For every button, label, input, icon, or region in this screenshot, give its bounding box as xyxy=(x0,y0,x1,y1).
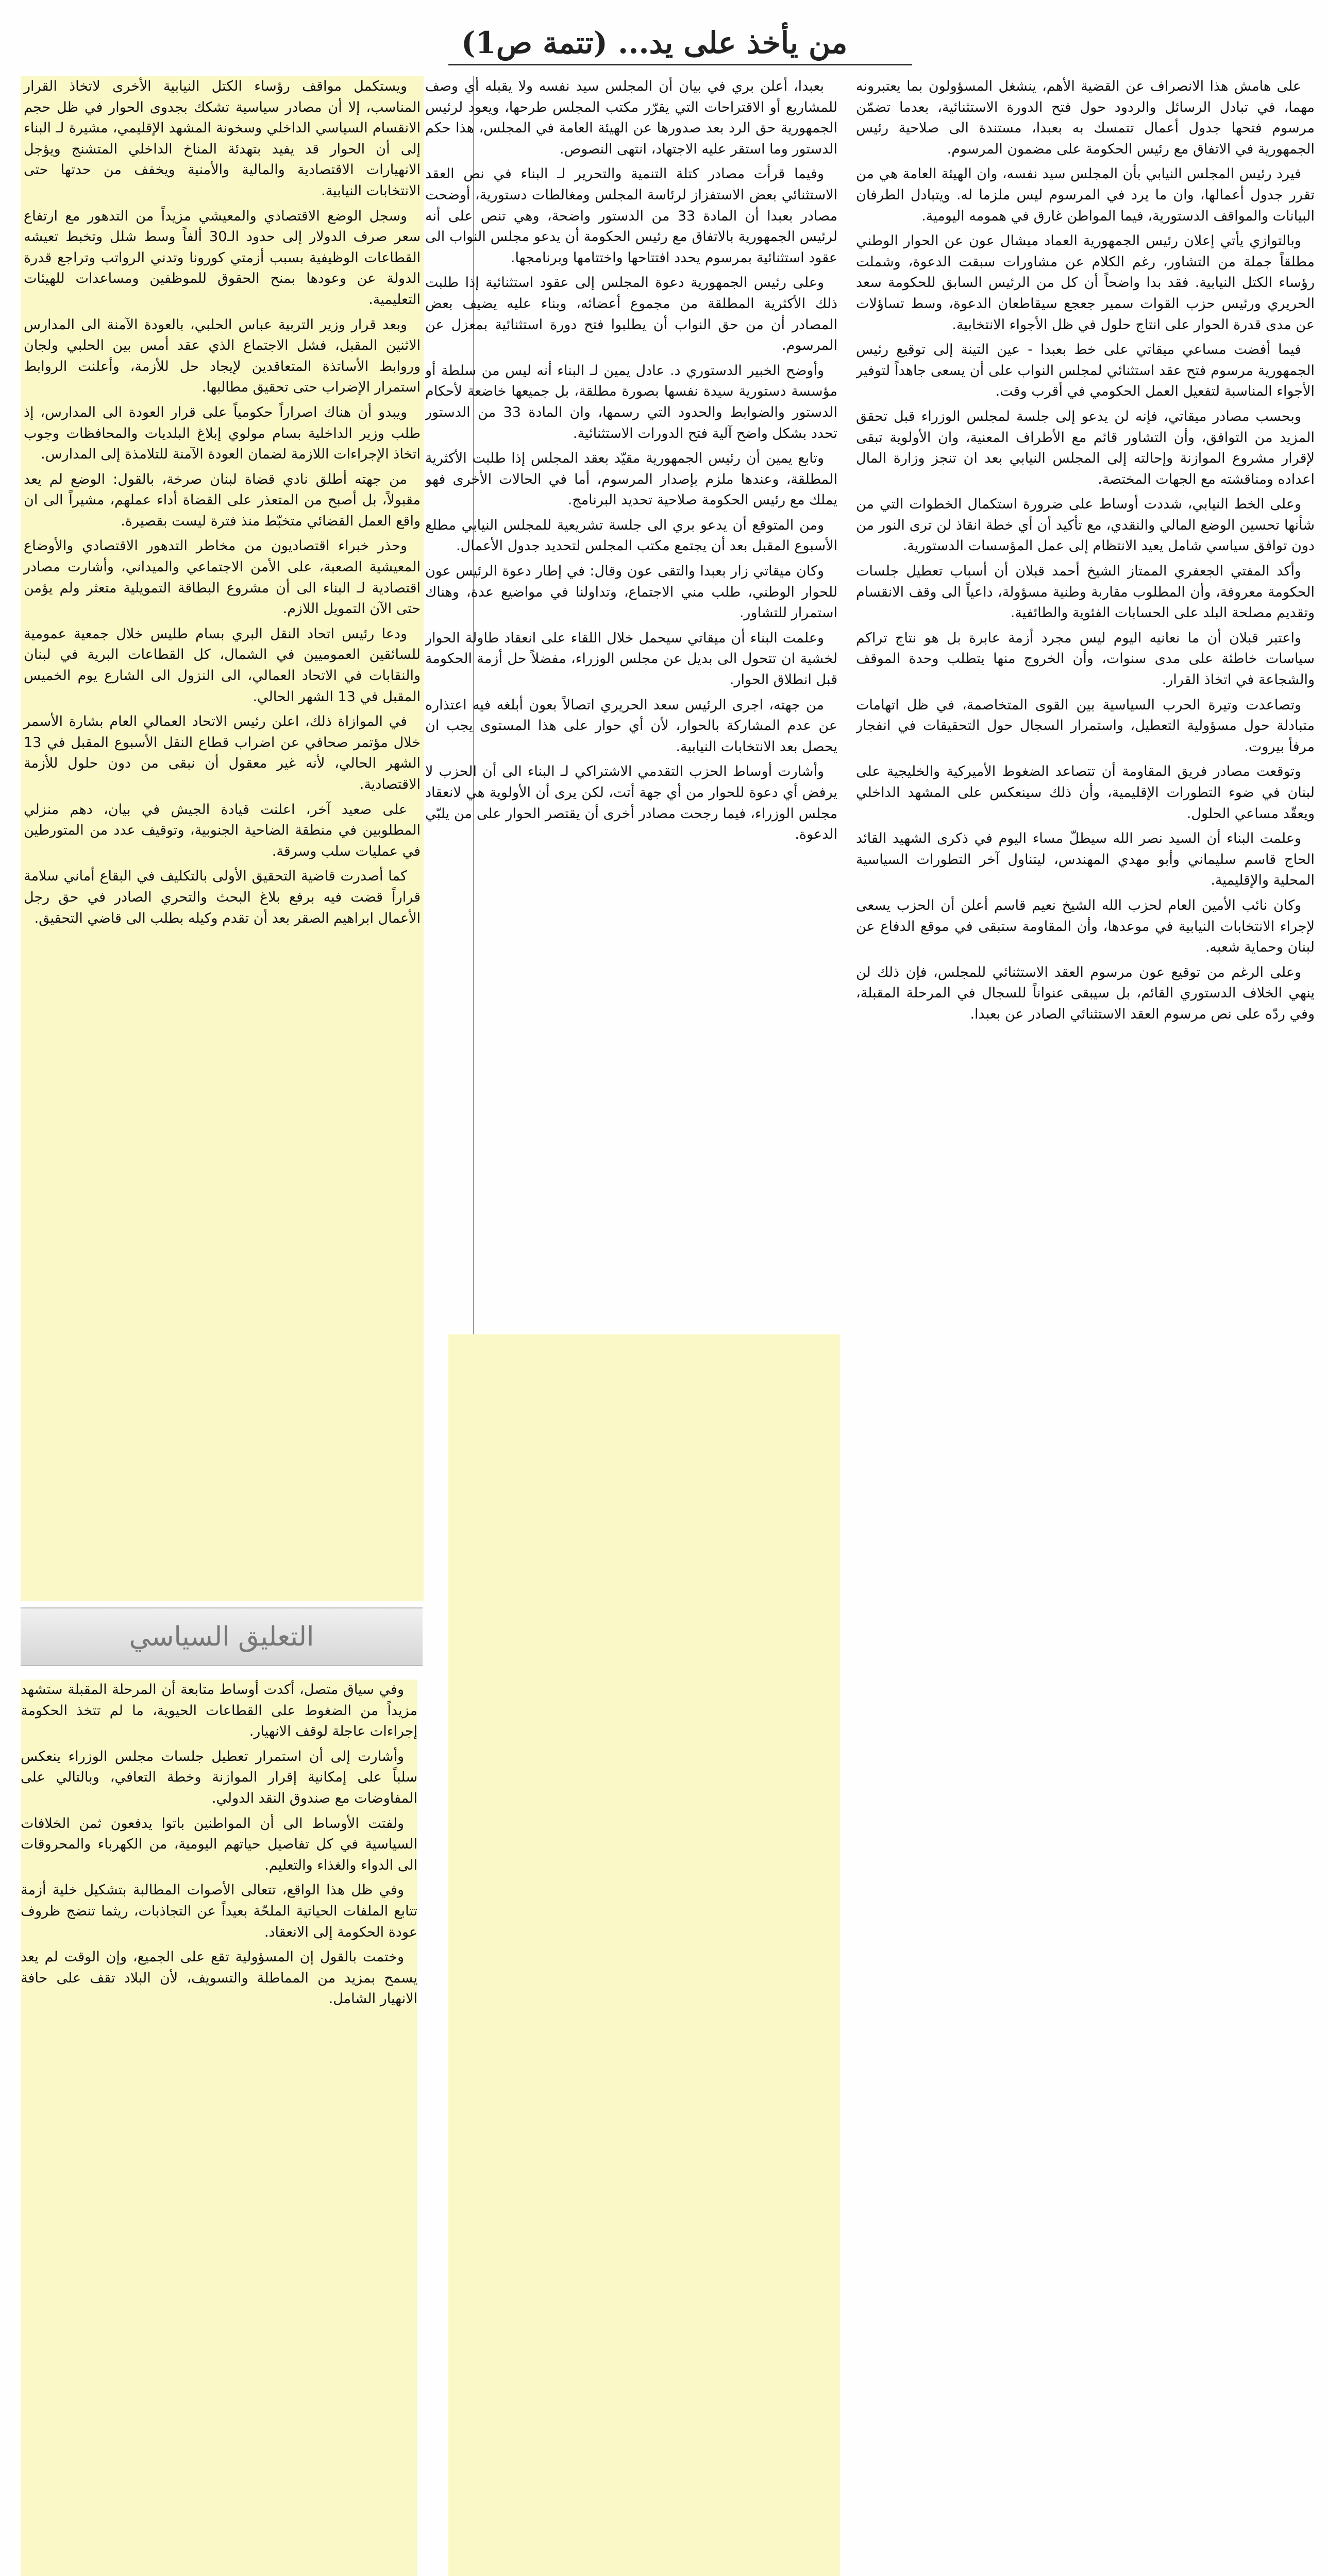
paragraph: وسجل الوضع الاقتصادي والمعيشي مزيداً من التدهور مع ارتفاع سعر صرف الدولار إلى حدود الـ30 ألفاً وسط شلل وتخبط تعيشه القطاعات الوظيفية بسبب أزمتي كورونا وتدني الرواتب وتراجع قدرة الدولة عن وعودها بمنح الحقوق للموظفين ومساعدات للهيئات التعليمية. xyxy=(24,208,421,308)
paragraph: وتوقعت مصادر فريق المقاومة أن تتصاعد الضغوط الأميركية والخليجية على لبنان في ضوء التطورات الإقليمية، وأن ذلك سينعكس على المشهد الداخلي ويعقّد مساعي الحلول. xyxy=(856,764,1315,822)
paragraph: وتصاعدت وتيرة الحرب السياسية بين القوى المتخاصمة، في ظل اتهامات متبادلة حول مسؤولية التعطيل، واستمرار السجال حول التحقيقات في انفجار مرفأ بيروت. xyxy=(856,697,1315,755)
section-banner-title: التعليق السياسي xyxy=(129,1621,314,1652)
paragraph: فيما أفضت مساعي ميقاتي على خط بعبدا - عين التينة إلى توقيع رئيس الجمهورية مرسوم فتح عقد استثنائي لمجلس النواب على أن يسعى جاهداً لتوفير الأجواء المناسبة لتفعيل العمل الحكومي في أقرب وقت. xyxy=(856,342,1315,400)
paragraph: وفيما قرأت مصادر كتلة التنمية والتحرير لـ البناء في نص العقد الاستثنائي بعض الاستفزاز لرئاسة المجلس ومغالطات دستورية، أوضحت مصادر بعبدا أن المادة 33 من الدستور واضحة، وهي تنص على أنه لرئيس الجمهورية بالاتفاق مع رئيس الحكومة أن يدعو مجلس النواب الى عقود استثنائية بمرسوم يحدد افتتاحها واختتامها وبرنامجها. xyxy=(425,166,837,266)
paragraph: ومن المتوقع أن يدعو بري الى جلسة تشريعية للمجلس النيابي مطلع الأسبوع المقبل بعد أن يجتمع مكتب المجلس لتحديد جدول الأعمال. xyxy=(425,517,837,554)
paragraph: وتابع يمين أن رئيس الجمهورية مقيّد بعقد المجلس إذا طلبت الأكثرية المطلقة، وعندها ملزم بإصدار المرسوم، أما في الحالات الأخرى فهو يملك مع رئيس الحكومة صلاحية تحديد البرنامج. xyxy=(425,450,837,509)
paragraph: وعلى رئيس الجمهورية دعوة المجلس إلى عقود استثنائية إذا طلبت ذلك الأكثرية المطلقة من مجموع أعضائه، وبناء عليه يضيف بعض المصادر أن من حق النواب أن يطلبوا فتح دورة استثنائية بمعزل عن المرسوم. xyxy=(425,275,837,354)
paragraph: وفي ظل هذا الواقع، تتعالى الأصوات المطالبة بتشكيل خلية أزمة تتابع الملفات الحياتية الملحّة بعيداً عن التجاذبات، ريثما تنضج ظروف عودة الحكومة إلى الانعقاد. xyxy=(21,1882,417,1940)
paragraph: وبحسب مصادر ميقاتي، فإنه لن يدعو إلى جلسة لمجلس الوزراء قبل تحقق المزيد من التوافق، وأن التشاور قائم مع الأطراف المعنية، وان الأولوية تبقى لإقرار مشروع الموازنة وإحالته إلى المجلس النيابي بعد ان تنجز وزارة المال اعداده ومناقشته مع الجهات المختصة. xyxy=(856,408,1315,487)
section-banner xyxy=(21,1607,423,1666)
paragraph: ولفتت الأوساط الى أن المواطنين باتوا يدفعون ثمن الخلافات السياسية في كل تفاصيل حياتهم اليومية، من الكهرباء والمحروقات الى الدواء والغذاء والتعليم. xyxy=(21,1815,417,1873)
paragraph: وعلى الرغم من توقيع عون مرسوم العقد الاستثنائي للمجلس، فإن ذلك لن ينهي الخلاف الدستوري القائم، بل سيبقى عنواناً للسجال في المرحلة المقبلة، وفي ردّه على نص مرسوم العقد الاستثنائي الصادر عن بعبدا. xyxy=(856,964,1315,1022)
article-column-right xyxy=(856,76,1315,2576)
paragraph: فيرد رئيس المجلس النيابي بأن المجلس سيد نفسه، وان الهيئة العامة هي من تقرر جدول أعمالها، وان ما يرد في المرسوم ليس ملزما له. ويتبادل الطرفان البيانات والمواقف الدستورية، فيما المواطن غارق في همومه اليومية. xyxy=(856,166,1315,224)
paragraph: ويبدو أن هناك اصراراً حكومياً على قرار العودة الى المدارس، إذ طلب وزير الداخلية بسام مولوي إبلاغ البلديات والمحافظات وجوب اتخاذ الإجراءات اللازمة لضمان العودة الآمنة للتلامذة إلى المدارس. xyxy=(24,404,421,463)
paragraph: وأكد المفتي الجعفري الممتاز الشيخ أحمد قبلان أن أسباب تعطيل جلسات الحكومة معروفة، وأن المطلوب مقاربة وطنية مسؤولة، داعياً الى وقف الانقسام وتقديم مصلحة البلد على الحسابات الفئوية والطائفية. xyxy=(856,563,1315,621)
paragraph: وبالتوازي يأتي إعلان رئيس الجمهورية العماد ميشال عون عن الحوار الوطني مطلقاً جملة من التشاور، رغم الكلام عن مشاورات سبقت الدعوة، وشملت رؤساء الكتل النيابية. فقد بدا واضحاً أن كل من الرئيس السابق للحكومة سعد الحريري ورئيس حزب القوات سمير جعجع سيقاطعان الدعوة، وسط تساؤلات عن مدى قدرة الحوار على انتاج حلول في ظل الأجواء الانتخابية. xyxy=(856,233,1315,333)
paragraph: على صعيد آخر، اعلنت قيادة الجيش في بيان، دهم منزلي المطلوبين في منطقة الضاحية الجنوبية، وتوقيف عدد من المتورطين في عمليات سلب وسرقة. xyxy=(24,801,421,859)
paragraph: ودعا رئيس اتحاد النقل البري بسام طليس خلال جمعية عمومية للسائقين العموميين في الشمال، كل القطاعات البرية في لبنان والنقابات في الاتحاد العمالي، الى النزول الى الشارع يوم الخميس المقبل في 13 الشهر الحالي. xyxy=(24,625,421,705)
paragraph: واعتبر قبلان أن ما نعانيه اليوم ليس مجرد أزمة عابرة بل هو نتاج تراكم سياسات خاطئة على مدى سنوات، وأن الخروج منها يتطلب وحدة الموقف والشجاعة في اتخاذ القرار. xyxy=(856,630,1315,688)
paragraph: وعلمت البناء أن ميقاتي سيحمل خلال اللقاء على انعقاد طاولة الحوار لخشية ان تتحول الى بديل عن مجلس الوزراء، مفضلاً حل أزمة الحكومة قبل انطلاق الحوار. xyxy=(425,630,837,688)
paragraph: كما أصدرت قاضية التحقيق الأولى بالتكليف في البقاع أماني سلامة قراراً قضت فيه برفع بلاغ البحث والتحري الصادر في حق رجل الأعمال ابراهيم الصقر بعد أن تقدم وكيله بطلب الى قاضي التحقيق. xyxy=(24,868,421,926)
paragraph: من جهته، اجرى الرئيس سعد الحريري اتصالاً بعون أبلغه فيه اعتذاره عن عدم المشاركة بالحوار، لأن أي حوار على هذا المستوى يجب ان يحصل بعد الانتخابات النيابية. xyxy=(425,697,837,755)
paragraph: وعلى الخط النيابي، شددت أوساط على ضرورة استكمال الخطوات التي من شأنها تحسين الوضع المالي والنقدي، مع تأكيد أن أي خطة انقاذ لن ترى النور من دون توافق سياسي شامل يعيد الانتظام إلى عمل المؤسسات الدستورية. xyxy=(856,496,1315,554)
paragraph: وكان ميقاتي زار بعبدا والتقى عون وقال: في إطار دعوة الرئيس عون للحوار الوطني، طلب مني الاجتماع، وتداولنا في مواضيع عدة، وهناك استمرار للتشاور. xyxy=(425,563,837,621)
paragraph: على هامش هذا الانصراف عن القضية الأهم، ينشغل المسؤولون بما يعتبرونه مهما، في تبادل الرسائل والردود حول فتح الدورة الاستثنائية، بعدما تضمّن مرسوم فتحها جدول أعمال تتمسك به بعبدا، مستندة الى صلاحية رئيس الجمهورية في الاتفاق مع رئيس الحكومة على مضمون المرسوم. xyxy=(856,78,1315,157)
paragraph: في الموازاة ذلك، اعلن رئيس الاتحاد العمالي العام بشارة الأسمر خلال مؤتمر صحافي عن اضراب قطاع النقل الأسبوع المقبل في 13 الشهر الحالي، لأنه غير معقول أن نبقى من دون حلول للأزمة الاقتصادية. xyxy=(24,714,421,792)
paragraph: وختمت بالقول إن المسؤولية تقع على الجميع، وإن الوقت لم يعد يسمح بمزيد من المماطلة والتسويف، لأن البلاد تقف على حافة الانهيار الشامل. xyxy=(21,1949,417,2007)
paragraph: من جهته أطلق نادي قضاة لبنان صرخة، بالقول: الوضع لم يعد مقبولاً، بل أصبح من المتعذر على القضاة أداء عملهم، مشيراً الى ان واقع العمل القضائي متخبّط منذ فترة ليست بقصيرة. xyxy=(24,471,421,529)
paragraph: وفي سياق متصل، أكدت أوساط متابعة أن المرحلة المقبلة ستشهد مزيداً من الضغوط على القطاعات الحيوية، ما لم تتخذ الحكومة إجراءات عاجلة لوقف الانهيار. xyxy=(21,1682,417,1740)
article-column-left-lower xyxy=(21,1680,417,2576)
paragraph: وعلمت البناء أن السيد نصر الله سيطلّ مساء اليوم في ذكرى الشهيد القائد الحاج قاسم سليماني وأبو مهدي المهندس، ليتناول آخر التطورات السياسية المحلية والإقليمية. xyxy=(856,831,1315,889)
paragraph: وأوضح الخبير الدستوري د. عادل يمين لـ البناء أنه ليس من سلطة أو مؤسسة دستورية سيدة نفسها بصورة مطلقة، بل جميعها خاضعة لأحكام الدستور والضوابط والحدود التي رسمها، وان المادة 33 من الدستور تحدد بشكل واضح آلية فتح الدورات الاستثنائية. xyxy=(425,362,837,442)
paragraph: وكان نائب الأمين العام لحزب الله الشيخ نعيم قاسم أعلن أن الحزب يسعى لإجراء الانتخابات النيابية في موعدها، وأن المقاومة ستبقى في موقع الدفاع عن لبنان وحماية شعبه. xyxy=(856,897,1315,956)
paragraph: وأشارت إلى أن استمرار تعطيل جلسات مجلس الوزراء ينعكس سلباً على إمكانية إقرار الموازنة وخطة التعافي، وبالتالي على المفاوضات مع صندوق النقد الدولي. xyxy=(21,1748,417,1806)
title-underline xyxy=(448,64,912,65)
paragraph: وبعد قرار وزير التربية عباس الحلبي، بالعودة الآمنة الى المدارس الاثنين المقبل، فشل الاجتماع الذي عقد أمس بين الحلبي ولجان وروابط الأساتذة المتعاقدين لإيجاد حل للأزمة، وأعلنت الروابط استمرار الإضراب حتى تحقيق مطالبها. xyxy=(24,316,421,396)
article-column-middle xyxy=(425,76,837,2576)
paragraph: بعبدا، أعلن بري في بيان أن المجلس سيد نفسه ولا يقبله أي وصف للمشاريع أو الاقتراحات التي يقرّر مكتب المجلس طرحها، ويعود لرئيس الجمهورية حق الرد بعد صدورها عن الهيئة العامة في المجلس، هذا حكم الدستور وما استقر عليه الاجتهاد، انتهى النصوص. xyxy=(425,78,837,157)
paragraph: وحذر خبراء اقتصاديون من مخاطر التدهور الاقتصادي والأوضاع المعيشية الصعبة، على الأمن الاجتماعي والميداني، وأشارت مصادر اقتصادية لـ البناء الى أن مشروع البطاقة التمويلية متعثر ولم يؤمن حتى الآن التمويل اللازم. xyxy=(24,538,421,617)
article-title: من يأخذ على يد... (تتمة ص1) xyxy=(461,25,848,60)
paragraph: ويستكمل مواقف رؤساء الكتل النيابية الأخرى لاتخاذ القرار المناسب، إلا أن مصادر سياسية تشكك بجدوى الحوار في ظل حجم الانقسام السياسي الداخلي وسخونة المشهد الإقليمي، مشيرة لـ البناء إلى أن الحوار قد يفيد بتهدئة المناخ الداخلي المتشنج ويؤجل الانهيارات الاقتصادية والمالية والأمنية ويخفف من حدتها حتى الانتخابات النيابية. xyxy=(24,78,421,199)
paragraph: وأشارت أوساط الحزب التقدمي الاشتراكي لـ البناء الى أن الحزب لا يرفض أي دعوة للحوار من أي جهة أتت، لكن يرى أن الأولوية هي لانعقاد مجلس الوزراء، فيما رجحت مصادر أخرى أن يقتصر الحوار على من يلبّي الدعوة. xyxy=(425,764,837,843)
article-column-left xyxy=(21,76,424,1601)
article-title-row xyxy=(461,20,848,66)
